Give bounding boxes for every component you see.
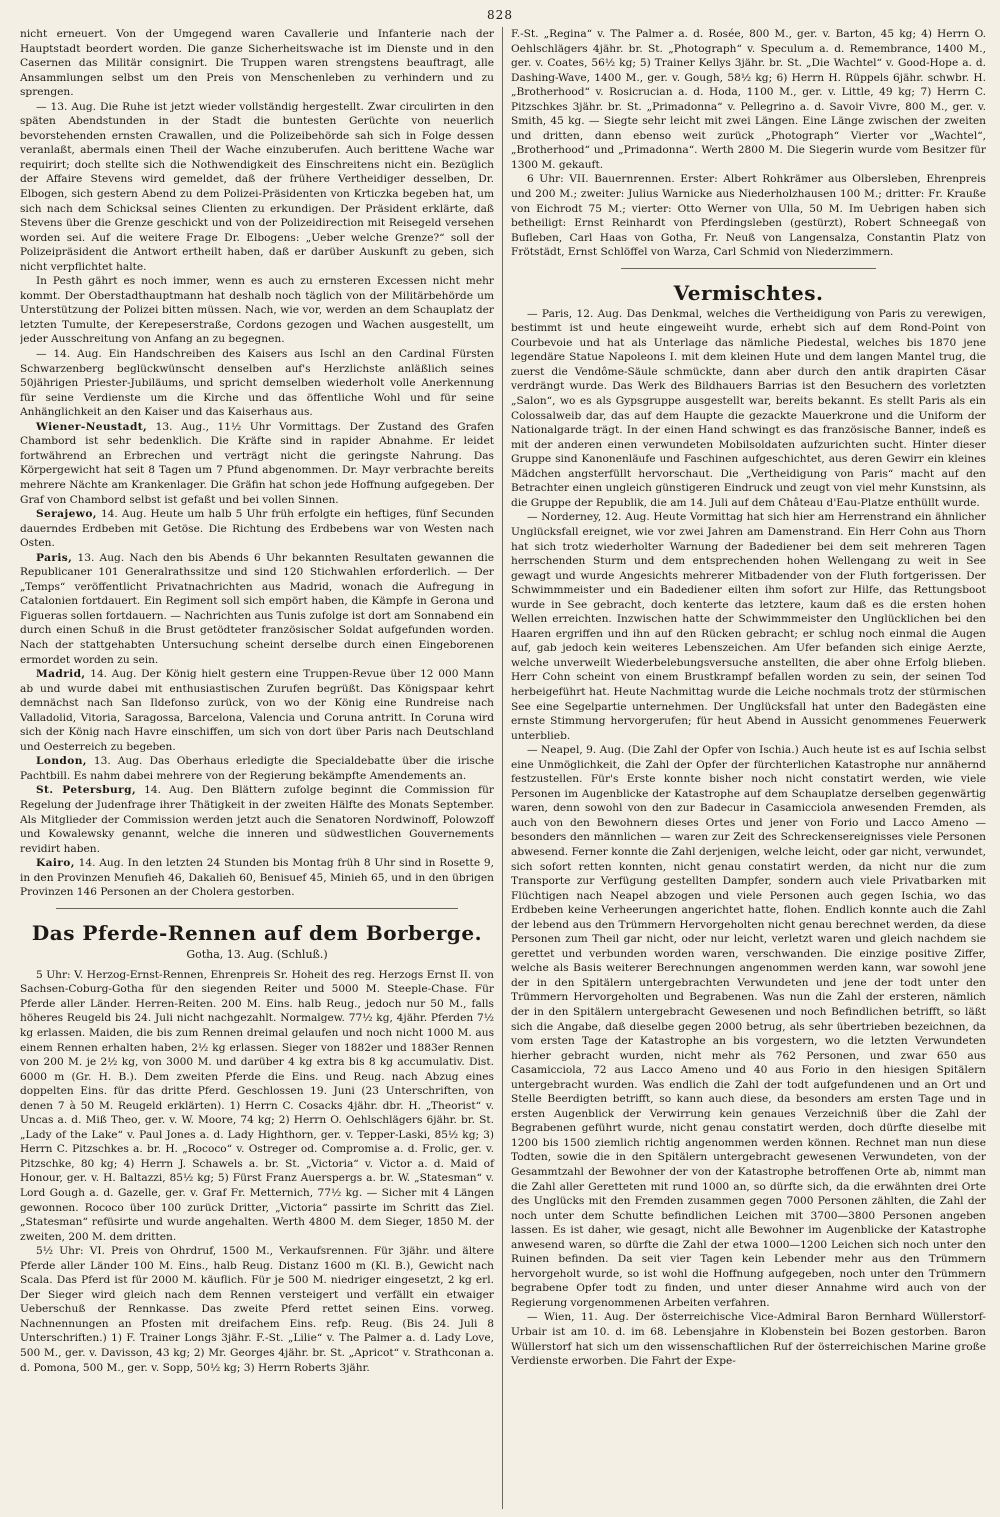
paragraph: — Paris, 12. Aug. Das Denkmal, welches die Vertheidigung von Paris zu verewigen, bestimmt ist und heute eingeweiht wurde, erhebt sich auf dem Rond-Point von Courbevoie und hat als Unterlage das nämliche Piedestal, welches bis 1870 jene legendäre Statue Napoleons I. mit dem kleinen Hute und dem langen Mantel trug, die zuerst die Vendôme-Säule schmückte, dann aber durch den antik drapirten Cäsar verdrängt wurde. Das Werk des Bildhauers Barrias ist den Besuchern des vorletzten „Salon“, wo es als Gypsgruppe ausgestellt war, bereits bekannt. Es stellt Paris als ein Colossalweib dar, das auf dem Haupte die gezackte Mauerkrone und die Uniform der Nationalgarde trägt. In der einen Hand schwingt es das französische Banner, indeß es mit der anderen einen verwundeten Mobilsoldaten aufzurichten sucht. Hinter dieser Gruppe sind Kanonenläufe und Faschinen aufgeschichtet, aus deren Gewirr ein kleines Mädchen angsterfüllt hervorschaut. Die „Vertheidigung von Paris“ macht auf den Betrachter einen ungleich günstigeren Eindruck und zeugt von viel mehr Kunstsinn, als die Gruppe der Republik, die am 14. Juli auf dem Château d'Eau-Platze enthüllt wurde.	[511, 307, 986, 509]
dateline: St. Petersburg,	[36, 784, 137, 797]
paragraph-text: 14. Aug. In den letzten 24 Stunden bis Montag früh 8 Uhr sind in Rosette 9, in den Provinzen Menufieh 46, Dakalieh 60, Benisuef 45, Minieh 65, und in den übrigen Provinzen 146 Personen an der Cholera gestorben.	[20, 857, 494, 899]
dateline: London,	[36, 755, 87, 768]
paragraph: — Wien, 11. Aug. Der österreichische Vice-Admiral Baron Bernhard Wüllerstorf-Urbair ist am 10. d. im 68. Lebensjahre in Klobenstein bei Bozen gestorben. Baron Wüllerstorf hat sich um den wissenschaftlichen Ruf der österreichischen Marine große Verdienste erworben. Die Fahrt der Expe-	[511, 1311, 986, 1368]
paragraph: — 14. Aug. Ein Handschreiben des Kaisers aus Ischl an den Cardinal Fürsten Schwarzenberg beglückwünscht denselben auf's Herzlichste anläßlich seines 50jährigen Priester-Jubiläums, und spricht demselben wiederholt volle Anerkennung für seine Verdienste um die Kirche und das öffentliche Wohl und für seine Anhänglichkeit an den Kaiser und das Kaiserhaus aus.	[20, 348, 494, 419]
section-subheading: Gotha, 13. Aug. (Schluß.)	[186, 947, 328, 961]
paragraph: F.-St. „Regina“ v. The Palmer a. d. Rosée, 800 M., ger. v. Barton, 45 kg; 4) Herrn O. Oehlschlägers 4jähr. br. St. „Photograph“ v. Speculum a. d. Remembrance, 1400 M., ger. v. Coates, 56½ kg; 5) Trainer Kellys 3jähr. br. St. „Die Wachtel“ v. Good-Hope a. d. Dashing-Wave, 1400 M., ger. v. Gough, 58½ kg; 6) Herrn H. Rüppels 6jähr. schwbr. H. „Brotherhood“ v. Rosicrucian a. d. Hoda, 1100 M., ger. v. Little, 49 kg; 7) Herrn C. Pitzschkes 3jähr. br. St. „Primadonna“ v. Pellegrino a. d. Savoir Vivre, 800 M., ger. v. Smith, 45 kg. — Siegte sehr leicht mit zwei Längen. Eine Länge zwischen der zweiten und dritten, dann ebenso weit zurück „Photograph“ Vierter vor „Wachtel“, „Brotherhood“ und „Primadonna“. Werth 2800 M. Die Siegerin wurde vom Besitzer für 1300 M. gekauft.	[511, 28, 986, 171]
paragraph: In Pesth gährt es noch immer, wenn es auch zu ernsteren Excessen nicht mehr kommt. Der Oberstadthauptmann hat deshalb noch täglich von der Militärbehörde um Unterstützung der Polizei bitten müssen. Nach, wie vor, werden an dem Schauplatz der letzten Tumulte, der Kerepeserstraße, Cordons gezogen und Wachen ausgestellt, um jeder Ausschreitung von Anfang an zu begegnen.	[20, 275, 494, 346]
dateline: Kairo,	[36, 857, 75, 870]
paragraph: nicht erneuert. Von der Umgegend waren Cavallerie und Infanterie nach der Hauptstadt beordert worden. Die ganze Sicherheitswache ist im Dienste und in den Casernen das Militär consignirt. Die Truppen waren strengstens beauftragt, alle Ansammlungen selbst um den Preis von Menschenleben zu verhindern und zu sprengen.	[20, 28, 494, 99]
section-heading: Das Pferde-Rennen auf dem Borberge.	[31, 920, 483, 945]
paragraph: 6 Uhr: VII. Bauernrennen. Erster: Albert Rohkrämer aus Olbersleben, Ehrenpreis und 200 M.; zweiter: Julius Warnicke aus Niederholzhausen 100 M.; dritter: Fr. Krauße von Eichrodt 75 M.; vierter: Otto Werner von Ulla, 50 M. Im Uebrigen haben sich betheiligt: Ernst Reinhardt von Pferdingsleben (gestürzt), Robert Schneegaß von Bufleben, Carl Haas von Gotha, Fr. Neuß von Langensalza, Constantin Platz von Frötstädt, Ernst Schlöffel von Warza, Carl Schmid von Niederzimmern.	[511, 173, 986, 259]
text-columns	[20, 27, 986, 1509]
paragraph-text: 14. Aug. Heute um halb 5 Uhr früh erfolgte ein heftiges, fünf Secunden dauerndes Erdbeben mit Getöse. Die Richtung des Erdbebens war von Westen nach Osten.	[20, 508, 494, 550]
paragraph: 5½ Uhr: VI. Preis von Ohrdruf, 1500 M., Verkaufsrennen. Für 3jähr. und ältere Pferde aller Länder 100 M. Eins., halb Reug. Distanz 1600 m (Kl. B.), Gewicht nach Scala. Das Pferd ist für 2000 M. käuflich. Für je 500 M. niedriger eingesetzt, 2 kg erl. Der Sieger wird gleich nach dem Rennen versteigert und verfällt ein etwaiger Ueberschuß der Rennkasse. Das zweite Pferd rettet seinen Eins. vorweg. Nachnennungen an Pfosten mit dreifachem Eins. refp. Reug. (Bis 24. Juli 8 Unterschriften.) 1) F. Trainer Longs 3jähr. F.-St. „Lilie“ v. The Palmer a. d. Lady Love, 500 M., ger. v. Davisson, 43 kg; 2) Mr. Georges 4jähr. br. St. „Apricot“ v. Strathconan a. d. Pomona, 500 M., ger. v. Sopp, 50½ kg; 3) Herrn Roberts 3jähr.	[20, 1245, 494, 1374]
paragraph	[20, 754, 494, 783]
paragraph: — Neapel, 9. Aug. (Die Zahl der Opfer von Ischia.) Auch heute ist es auf Ischia selbst eine Unmöglichkeit, die Zahl der Opfer der fürchterlichen Katastrophe nur annähernd festzustellen. Für's Erste konnte bisher noch nicht constatirt werden, wie viele Personen im Augenblicke der Katastrophe auf dem Schauplatze derselben gegenwärtig waren, denn sowohl von den zur Badecur in Casamicciola anwesenden Fremden, als auch von den Bewohnern dieses Ortes und jener von Forio und Lacco Ameno — besonders den männlichen — waren zur Zeit des Schreckensereignisses viele Personen abwesend. Ferner konnte die Zahl derjenigen, welche leicht, oder gar nicht, verwundet, sich sofort retten konnten, nicht genau constatirt werden, da nicht nur die zum Transporte zur Verfügung gestellten Dampfer, sondern auch viele Privatbarken mit Flüchtigen nach Neapel abzogen und viele Personen auch gegen Ischia, wo das Erdbeben keine Verheerungen angerichtet hatte, flohen. Endlich konnte auch die Zahl der lebend aus den Trümmern Hervorgeholten nicht genau berechnet werden, da diese Personen zum Theil gar nicht, oder nur leicht, verletzt waren und gleich nachdem sie gerettet und verbunden worden waren, verschwanden. Die einzige positive Ziffer, welche als Basis weiterer Berechnungen angenommen werden kann, war sowohl jene der in den Spitälern untergebrachten Verwundeten und jene der todt unter den Trümmern Hervorgeholten und Begrabenen. Was nun die Zahl der ersteren, nämlich der in den Spitälern untergebracht Gewesenen und noch Befindlichen betrifft, so läßt sich die Angabe, daß dieselbe gegen 2000 betrug, als sehr übertrieben bezeichnen, da vom ersten Tage der Katastrophe an bis vorgestern, wo die letzten Verwundeten hierher gebracht wurden, nicht mehr als 762 Personen, und zwar 650 aus Casamicciola, 72 aus Lacco Ameno und 40 aus Forio in den hiesigen Spitälern untergebracht wurden. Was endlich die Zahl der todt aufgefundenen und an Ort und Stelle Beerdigten betrifft, so kann auch diese, da besonders am ersten Tage und in ersten Augenblick der Verwirrung kein genaues Verzeichniß über die Zahl der Begrabenen geführt wurde, nicht genau constatirt werden, doch dürfte dieselbe mit 1200 bis 1500 ziemlich richtig angenommen werden können. Rechnet man nun diese Todten, sowie die in den Spitälern untergebracht gewesenen Verwundeten, von der Gesammtzahl der Bewohner der von der Katastrophe betroffenen Orte ab, nimmt man die Zahl aller Geretteten mit rund 1000 an, so dürfte sich, da die erwähnten drei Orte des Unglücks mit den Fremden zusammen gegen 7000 Personen zählten, die Zahl der noch unter dem Schutte befindlichen Leichen mit 3700—3800 Personen angeben lassen. Es ist daher, wie gesagt, nicht alle Bewohner im Augenblicke der Katastrophe anwesend waren, so dürfte die Zahl der etwa 1000—1200 Leichen sich noch unter den Ruinen befinden. Da seit vier Tagen kein Lebender mehr aus den Trümmern hervorgeholt wurde, so ist wohl die Hoffnung aufgegeben, noch unter den Trümmern begrabene Opfer todt zu finden, und unter dieser Annahme wird auch von der Regierung vorgenommenen Arbeiten verfahren.	[511, 744, 986, 1309]
section-divider	[621, 268, 876, 269]
paragraph	[20, 783, 494, 856]
dateline: Wiener-Neustadt,	[36, 420, 148, 433]
paragraph-text: 14. Aug. Der König hielt gestern eine Truppen-Revue über 12 000 Mann ab und wurde dabei mit enthusiastischen Zurufen begrüßt. Das Königspaar kehrt demnächst nach San Ildefonso zurück, von wo der König eine Rundreise nach Valladolid, Vitoria, Saragossa, Barcelona, Valencia und Coruna antritt. In Coruna wird sich der König nach Havre einschiffen, um sich von dort über Paris nach Deutschland und Oesterreich zu begeben.	[20, 668, 494, 753]
paragraph	[20, 667, 494, 754]
paragraph: — 13. Aug. Die Ruhe ist jetzt wieder vollständig hergestellt. Zwar circulirten in den späten Abendstunden in der Stadt die buntesten Gerüchte von neuerlich bevorstehenden ernsten Crawallen, und die Polizeibehörde sah sich in Folge dessen veranlaßt, abermals einen Theil der Wache einzuberufen. Auch berittene Wache war requirirt; doch stellte sich die Nothwendigkeit des Einschreitens nicht ein. Bezüglich der Affaire Stevens wird gemeldet, daß der frühere Vertheidiger desselben, Dr. Elbogen, sich gestern Abend zu dem Polizei-Präsidenten von Krticzka begeben hat, um sich nach dem Schicksal seines Clienten zu erkundigen. Der Präsident erklärte, daß Stevens über die Grenze geschickt und von der Polizeidirection mit Reisegeld versehen worden sei. Auf die weitere Frage Dr. Elbogens: „Ueber welche Grenze?“ soll der Polizeipräsident die Antwort ertheilt haben, daß er darüber Auskunft zu geben, sich nicht verpflichtet halte.	[20, 100, 494, 273]
paragraph	[20, 507, 494, 551]
paragraph: — Norderney, 12. Aug. Heute Vormittag hat sich hier am Herrenstrand ein ähnlicher Unglücksfall ereignet, wie vor zwei Jahren am Damenstrand. Ein Herr Cohn aus Thorn hat sich trotz wiederholter Warnung der Badediener bei dem seit mehreren Tagen herrschenden Sturm und dem entsprechenden hohen Wellengang zu weit in See gewagt und wurde Angesichts mehrerer Mitbadender von der Fluth fortgerissen. Der Schwimmmeister und ein Badediener eilten ihm sofort zur Hilfe, das Rettungsboot wurde in See gebracht, doch kenterte das letztere, kaum daß es die ersten hohen Wellen erreichten. Inzwischen hatte der Schwimmmeister den Unglücklichen bei den Haaren ergriffen und ihn auf den Rücken gebracht; er schlug noch einmal die Augen auf, gab jedoch kein weiteres Lebenszeichen. Am Ufer befanden sich einige Aerzte, welche unverweilt Wiederbelebungsversuche anstellten, die aber ohne Erfolg blieben. Herr Cohn scheint von einem Brustkrampf befallen worden zu sein, der seinen Tod herbeigeführt hat. Heute Nachmittag wurde die Leiche nochmals trotz der stürmischen See eine Segelpartie unternehmen. Der Unglücksfall hat unter den Badegästen eine ernste Stimmung hervorgerufen; für heut Abend in Aussicht genommenes Feuerwerk unterblieb.	[511, 511, 986, 742]
paragraph-text: 13. Aug. Nach den bis Abends 6 Uhr bekannten Resultaten gewannen die Republicaner 101 Generalrathssitze und sind 120 Stichwahlen erforderlich. — Der „Temps“ veröffentlicht Privatnachrichten aus Madrid, wonach die Aufregung in Catalonien fortdauert. Ein Regiment soll sich empört haben, die Kämpfe in Gerona und Figueras sollen fortdauern. — Nachrichten aus Tunis zufolge ist dort am Sonnabend ein durch einen Schuß in die Brust getödteter französischer Soldat aufgefunden worden. Nach der stattgehabten Untersuchung scheint derselbe durch einen Eingeborenen ermordet worden zu sein.	[20, 551, 494, 666]
section-heading: Vermischtes.	[673, 280, 824, 305]
section-divider	[56, 908, 458, 909]
page-number: 828	[487, 8, 513, 22]
dateline: Serajewo,	[36, 508, 97, 521]
paragraph	[20, 551, 494, 667]
paragraph	[20, 856, 494, 900]
paragraph-text: 14. Aug. Den Blättern zufolge beginnt die Commission für Regelung der Judenfrage ihrer Thätigkeit in der zweiten Hälfte des Monats September. Als Mitglieder der Commission werden jetzt auch die Senatoren Nordwinoff, Polowzoff und Kowalewsky genannt, welche die inneren und südwestlichen Gouvernements revidirt haben.	[20, 784, 494, 855]
dateline: Paris,	[36, 551, 73, 564]
paragraph-text: 13. Aug. Das Oberhaus erledigte die Specialdebatte über die irische Pachtbill. Es nahm dabei mehrere von der Regierung bekämpfte Amendements an.	[20, 755, 494, 782]
paragraph-text: 13. Aug., 11½ Uhr Vormittags. Der Zustand des Grafen Chambord ist sehr bedenklich. Die Kräfte sind in rapider Abnahme. Er leidet fortwährend an Erbrechen und verträgt nicht die geringste Nahrung. Das Körpergewicht hat seit 8 Tagen um 7 Pfund abgenommen. Dr. Mayr verbrachte bereits mehrere Nächte am Krankenlager. Die Gräfin hat schon jede Hoffnung aufgegeben. Der Graf von Chambord selbst ist gefaßt und bei vollen Sinnen.	[20, 420, 494, 506]
right-column	[503, 27, 986, 1509]
paragraph: 5 Uhr: V. Herzog-Ernst-Rennen, Ehrenpreis Sr. Hoheit des reg. Herzogs Ernst II. von Sachsen-Coburg-Gotha für den siegenden Reiter und 5000 M. Steeple-Chase. Für Pferde aller Länder. Herren-Reiten. 200 M. Eins. halb Reug., jedoch nur 50 M., falls höheres Reugeld bis 24. Juli nicht nachgezahlt. Normalgew. 77½ kg, 4jähr. Pferden 7½ kg erlassen. Maiden, die bis zum Rennen dreimal gelaufen und noch nicht 1000 M. aus einem Rennen erhalten haben, 2½ kg erlassen. Sieger von 1882er und 1883er Rennen von 200 M. je 2½ kg, von 3000 M. und darüber 4 kg extra bis 8 kg accumulativ. Dist. 6000 m (Gr. H. B.). Dem zweiten Pferde die Eins. und Reug. nach Abzug eines doppelten Eins. für das dritte Pferd. Geschlossen 19. Juni (23 Unterschriften, von denen 7 à 50 M. Reugeld erklärten). 1) Herrn C. Cosacks 4jähr. dbr. H. „Theorist“ v. Uncas a. d. Miß Theo, ger. v. W. Moore, 74 kg; 2) Herrn O. Oehlschlägers 6jähr. br. St. „Lady of the Lake“ v. Paul Jones a. d. Lady Highthorn, ger. v. Tepper-Laski, 85½ kg; 3) Herrn C. Pitzschkes a. br. H. „Rococo“ v. Ostreger od. Compromise a. d. Frolic, ger. v. Pitzschke, 80 kg; 4) Herrn J. Schawels a. br. St. „Victoria“ v. Victor a. d. Maid of Honour, ger. v. H. Baltazzi, 85½ kg; 5) Fürst Franz Auerspergs a. br. W. „Statesman“ v. Lord Gough a. d. Gazelle, ger. v. Graf Fr. Metternich, 77½ kg. — Sicher mit 4 Längen gewonnen. Rococo über 100 zurück Dritter, „Victoria“ passirte im Schritt das Ziel. „Statesman“ refüsirte und wurde angehalten. Werth 4800 M. dem Sieger, 1850 M. der zweiten, 200 M. dem dritten.	[20, 968, 494, 1243]
left-column	[20, 27, 503, 1509]
paragraph	[20, 420, 494, 507]
dateline: Madrid,	[36, 668, 86, 681]
